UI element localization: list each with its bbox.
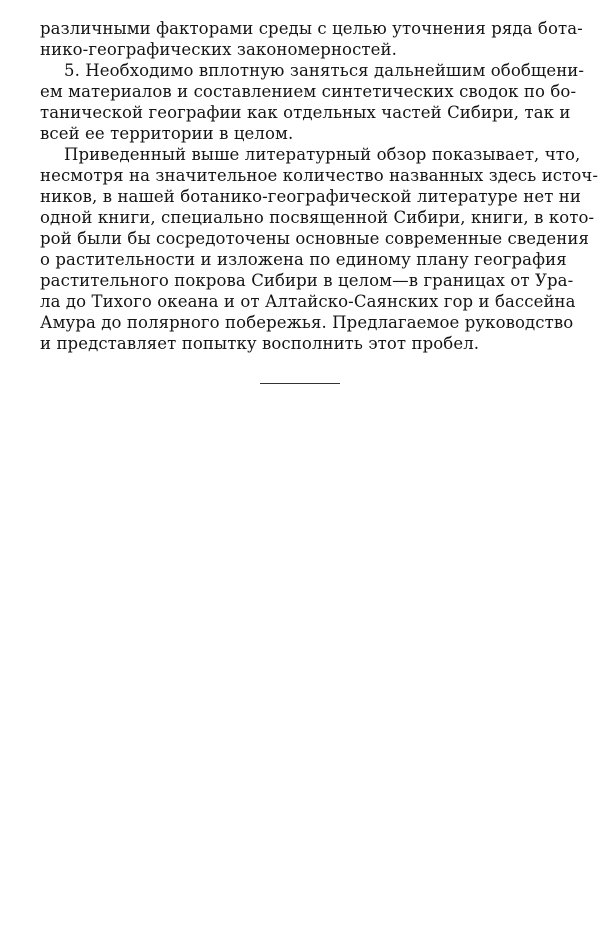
text-line: различными факторами среды с целью уточнения ряда бота- [40, 19, 583, 38]
text-line: и представляет попытку восполнить этот пробел. [40, 334, 480, 353]
text-line: 5. Необходимо вплотную заняться дальнейшим обобщени- [64, 61, 585, 80]
text-line: несмотря на значительное количество названных здесь источ- [40, 166, 599, 185]
text-line: ла до Тихого океана и от Алтайско-Саянских гор и бассейна [40, 292, 576, 311]
text-line: одной книги, специально посвященной Сибири, книги, в кото- [40, 208, 595, 227]
text-line: растительного покрова Сибири в целом—в границах от Ура- [40, 271, 574, 290]
text-line: рой были бы сосредоточены основные современные сведения [40, 229, 589, 248]
section-divider [260, 383, 340, 384]
text-line: нико-географических закономерностей. [40, 40, 397, 59]
text-line: ников, в нашей ботанико-географической литературе нет ни [40, 187, 581, 206]
text-line: о растительности и изложена по единому плану география [40, 250, 567, 269]
text-line: Амура до полярного побережья. Предлагаемое руководство [40, 313, 574, 332]
text-line: всей ее территории в целом. [40, 124, 294, 143]
text-line: танической географии как отдельных частей Сибири, так и [40, 103, 571, 122]
text-line: Приведенный выше литературный обзор показывает, что, [64, 145, 581, 164]
text-line: ем материалов и составлением синтетических сводок по бо- [40, 82, 577, 101]
